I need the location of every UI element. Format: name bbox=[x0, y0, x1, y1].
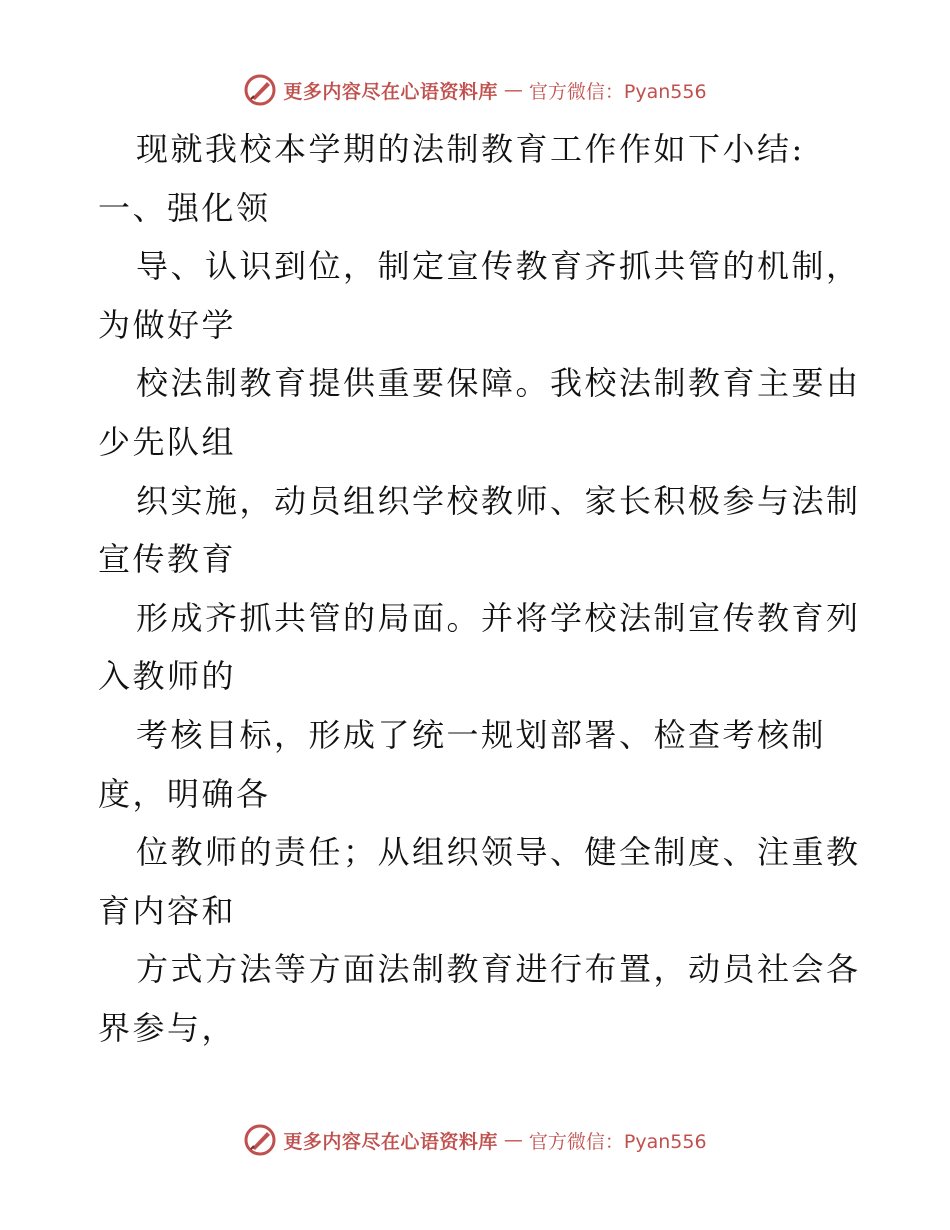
document-line: 导、认识到位，制定宣传教育齐抓共管的机制， bbox=[136, 247, 861, 286]
document-line: 方式方法等方面法制教育进行布置，动员社会各 bbox=[136, 950, 861, 989]
quill-pen-circle-icon bbox=[243, 73, 277, 107]
header-brand-text: 更多内容尽在心语资料库 bbox=[283, 80, 498, 103]
header-wechat-text: 官方微信：Pyan556 bbox=[528, 80, 707, 103]
header-banner bbox=[0, 70, 950, 110]
document-line: 一、强化领 bbox=[98, 188, 271, 227]
quill-pen-circle-icon bbox=[243, 1123, 277, 1157]
footer-banner bbox=[0, 1120, 950, 1160]
document-body bbox=[98, 120, 861, 1058]
document-line: 织实施，动员组织学校教师、家长积极参与法制 bbox=[136, 481, 861, 520]
footer-brand-text: 更多内容尽在心语资料库 bbox=[283, 1130, 498, 1153]
document-line: 少先队组 bbox=[98, 422, 237, 461]
header-separator: — bbox=[503, 79, 523, 101]
document-line: 现就我校本学期的法制教育工作作如下小结: bbox=[136, 130, 805, 168]
document-line: 入教师的 bbox=[98, 657, 237, 696]
document-line: 考核目标，形成了统一规划部署、检查考核制 bbox=[136, 715, 827, 754]
document-line: 校法制教育提供重要保障。我校法制教育主要由 bbox=[136, 364, 861, 403]
document-line: 宣传教育 bbox=[98, 540, 237, 579]
document-line: 度，明确各 bbox=[98, 774, 271, 813]
document-line: 为做好学 bbox=[98, 305, 237, 344]
document-line: 界参与， bbox=[98, 1008, 237, 1047]
footer-separator: — bbox=[503, 1129, 523, 1151]
document-line: 位教师的责任；从组织领导、健全制度、注重教 bbox=[136, 833, 861, 872]
document-line: 育内容和 bbox=[98, 891, 237, 930]
footer-wechat-text: 官方微信：Pyan556 bbox=[528, 1130, 707, 1153]
document-line: 形成齐抓共管的局面。并将学校法制宣传教育列 bbox=[136, 598, 861, 637]
